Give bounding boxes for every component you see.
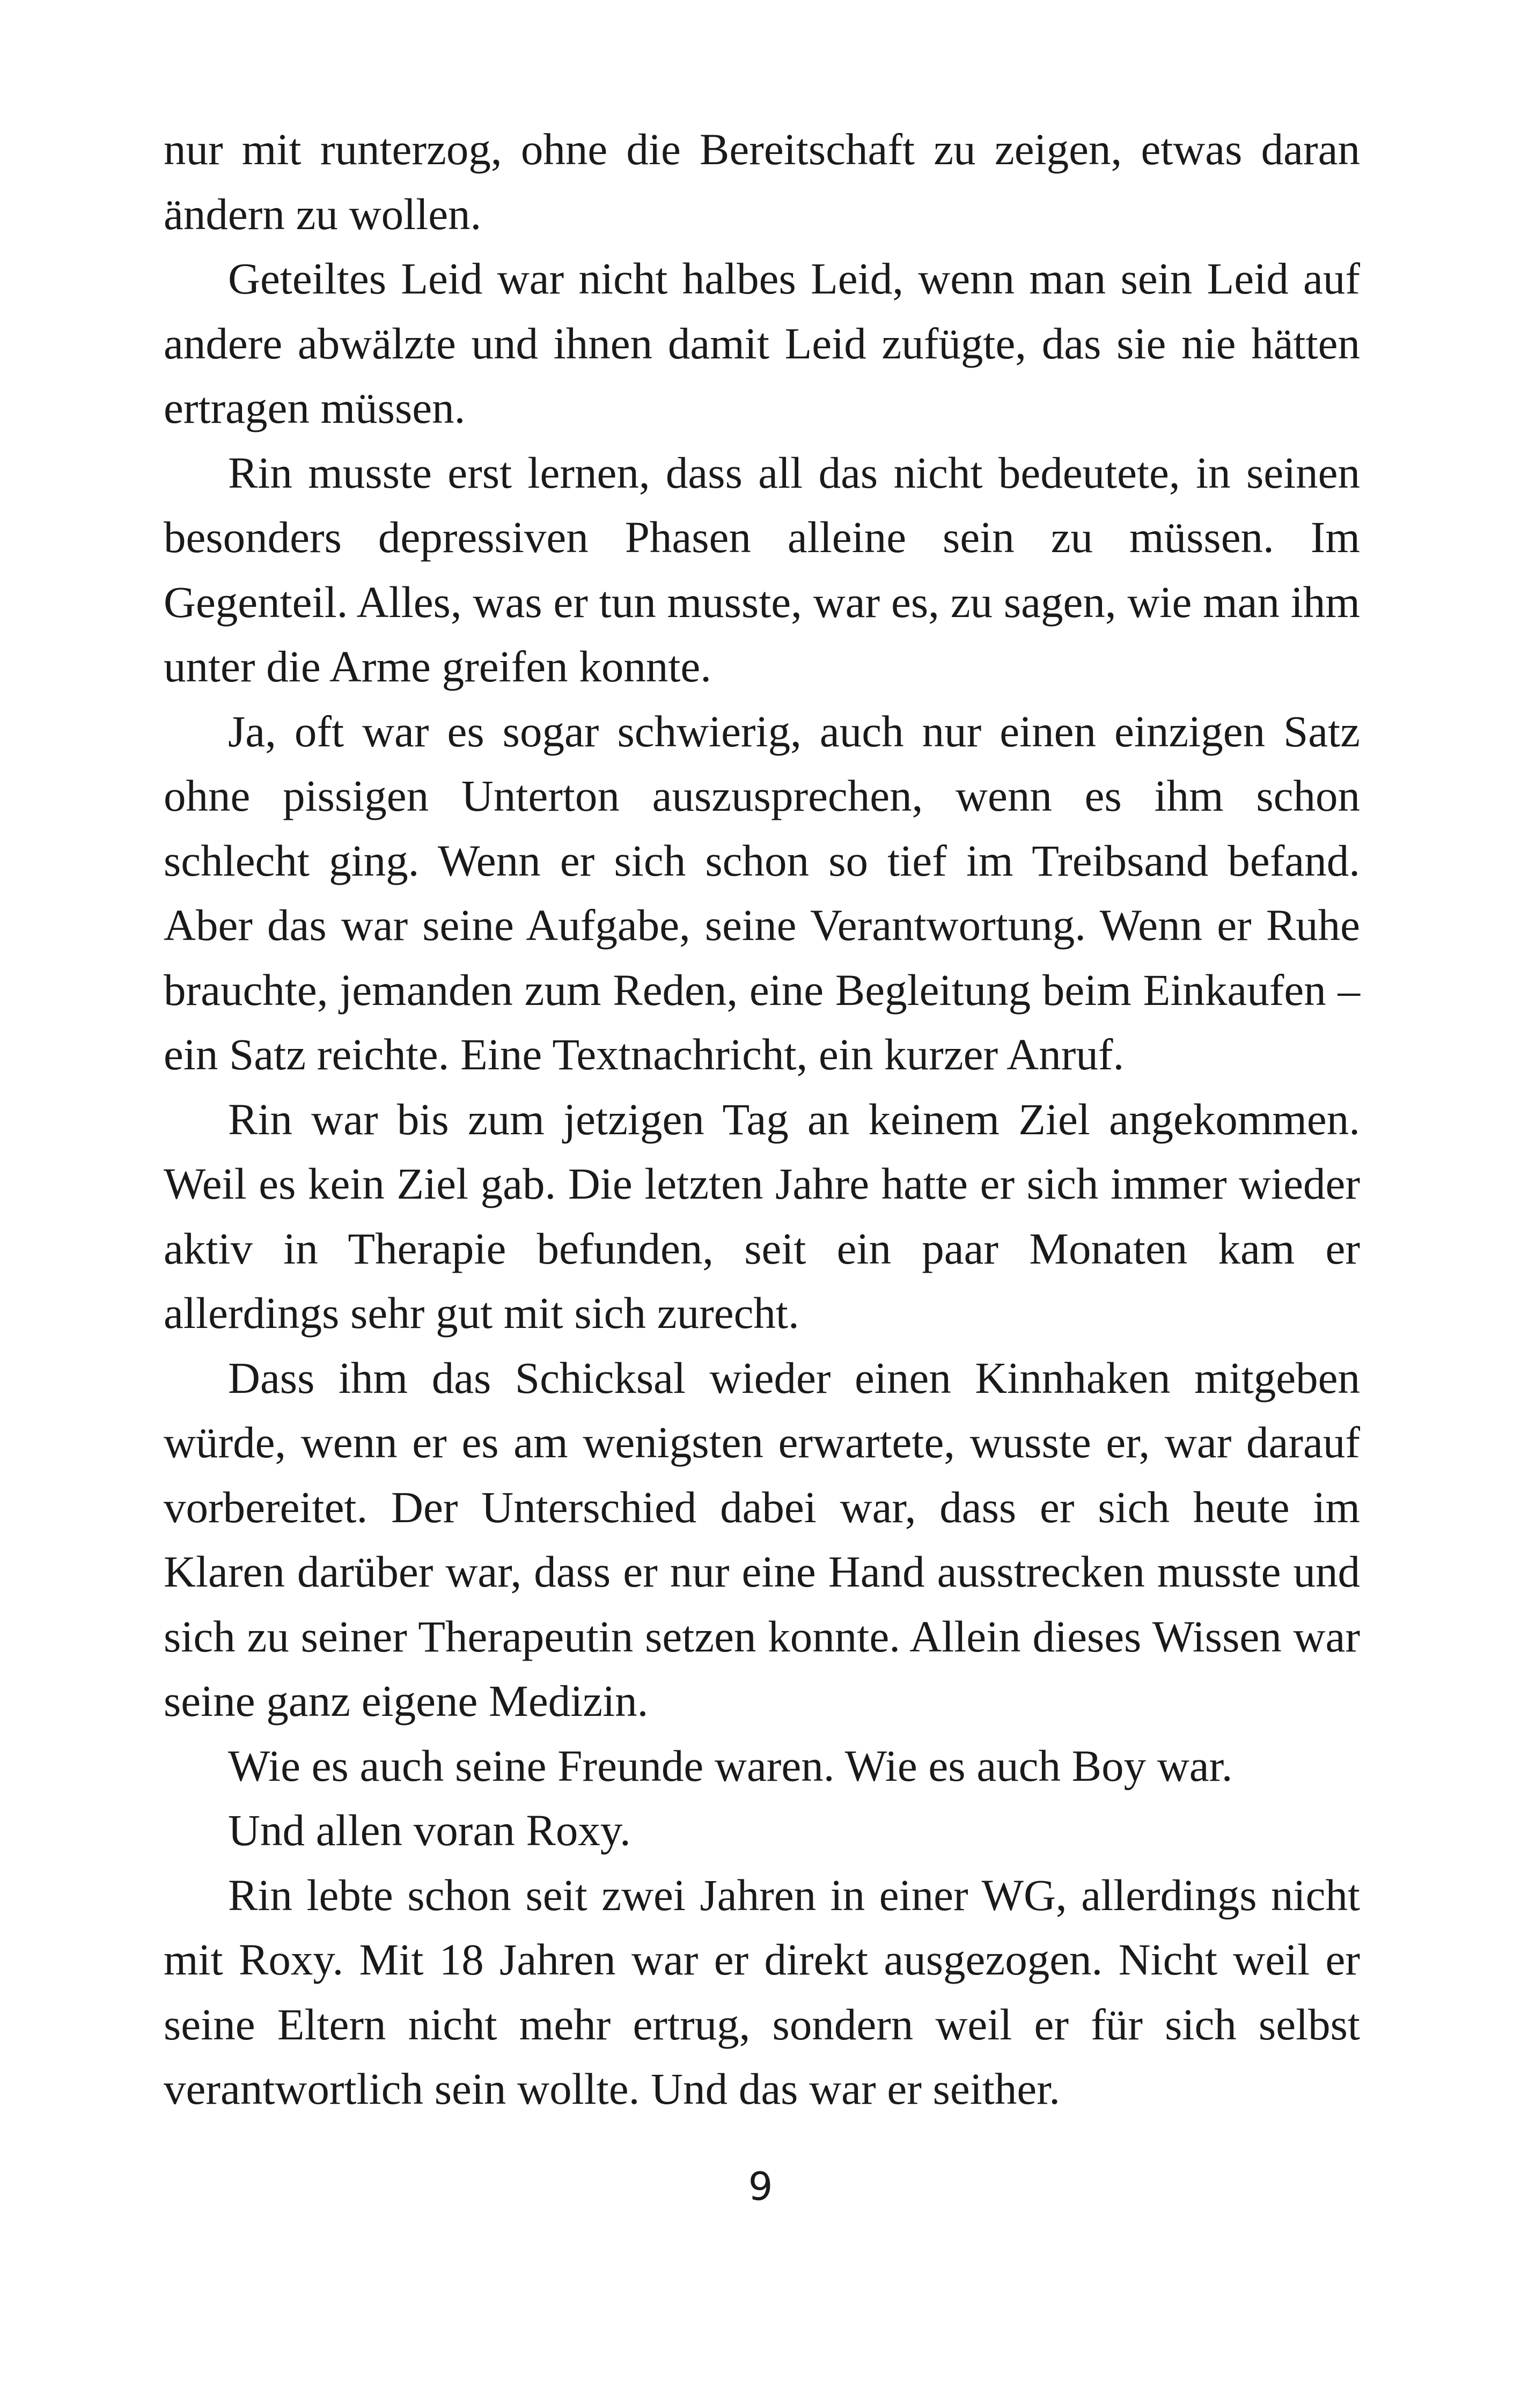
paragraph-8: Und allen voran Roxy.: [228, 1805, 631, 1855]
paragraph-3: Rin musste erst lernen, dass all das nicht bedeutete, in seinen besonders depressiven Phasen alleine sein zu müssen. Im Gegenteil. Alles, was er tun musste, war es, zu sagen, wie man ihm unter die Arme greifen konnte.: [164, 447, 1360, 691]
page-number: 9: [748, 2164, 773, 2209]
paragraph-7: Wie es auch seine Freunde waren. Wie es auch Boy war.: [228, 1741, 1233, 1790]
body-text: [164, 117, 1360, 2121]
paragraph-1: nur mit runterzog, ohne die Bereitschaft zu zeigen, etwas daran ändern zu wollen.: [164, 124, 1360, 239]
paragraph-9: Rin lebte schon seit zwei Jahren in einer WG, allerdings nicht mit Roxy. Mit 18 Jahren war er direkt ausgezogen. Nicht weil er seine Eltern nicht mehr ertrug, sondern weil er für sich selbst verantwortlich sein wollte. Und das war er seither.: [164, 1870, 1360, 2113]
paragraph-5: Rin war bis zum jetzigen Tag an keinem Ziel angekommen. Weil es kein Ziel gab. Die letzten Jahre hatte er sich immer wieder aktiv in Therapie befunden, seit ein paar Monaten kam er allerdings sehr gut mit sich zurecht.: [164, 1094, 1360, 1338]
paragraph-2: Geteiltes Leid war nicht halbes Leid, wenn man sein Leid auf andere abwälzte und ihnen damit Leid zufügte, das sie nie hätten ertragen müssen.: [164, 254, 1360, 432]
paragraph-4: Ja, oft war es sogar schwierig, auch nur einen einzigen Satz ohne pissigen Unterton auszusprechen, wenn es ihm schon schlecht ging. Wenn er sich schon so tief im Treibsand befand. Aber das war seine Aufgabe, seine Verantwortung. Wenn er Ruhe brauchte, jemanden zum Reden, eine Begleitung beim Einkaufen – ein Satz reichte. Eine Textnachricht, ein kurzer Anruf.: [164, 706, 1360, 1079]
page-text-block: [164, 117, 1360, 2209]
paragraph-6: Dass ihm das Schicksal wieder einen Kinnhaken mitgeben würde, wenn er es am wenigsten erwartete, wusste er, war darauf vorbereitet. Der Unterschied dabei war, dass er sich heute im Klaren darüber war, dass er nur eine Hand ausstrecken musste und sich zu seiner Therapeutin setzen konnte. Allein dieses Wissen war seine ganz eigene Medizin.: [164, 1353, 1360, 1726]
